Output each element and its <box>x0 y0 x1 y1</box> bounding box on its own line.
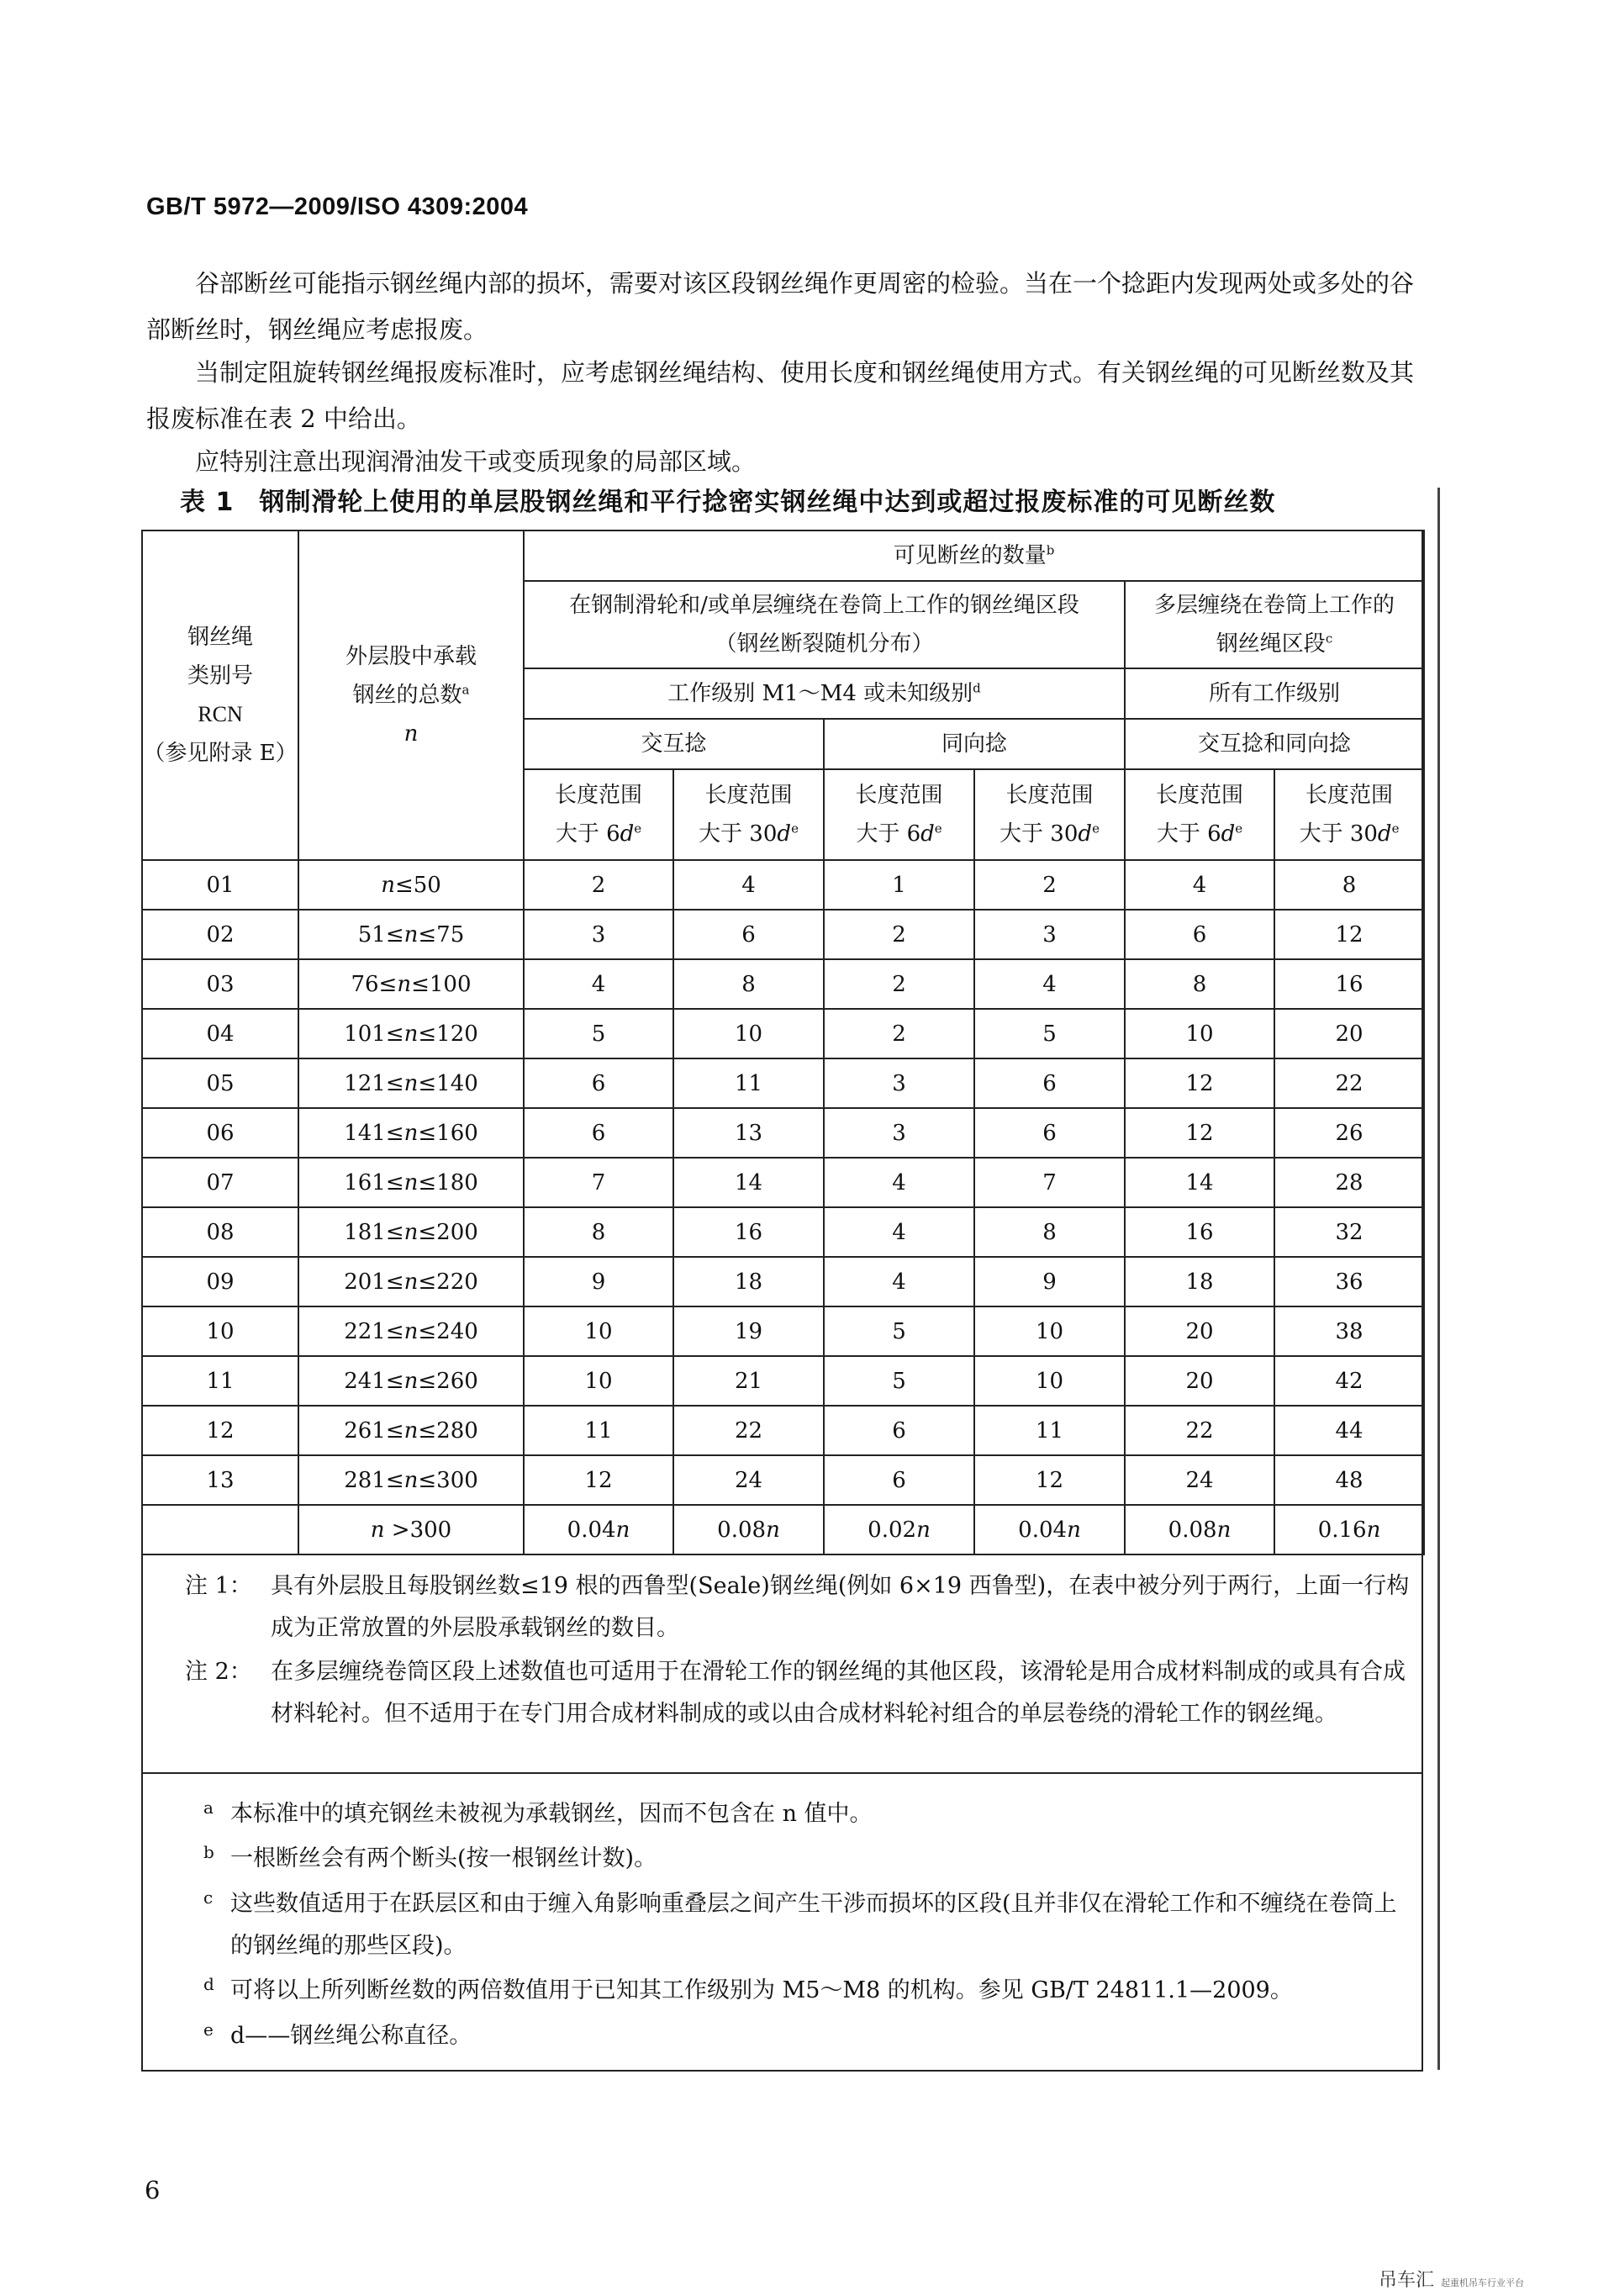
cell-break-count: 4 <box>824 1207 974 1257</box>
cell-break-count: 16 <box>1125 1207 1274 1257</box>
cell-break-count: 4 <box>673 860 824 910</box>
cell-break-count: 8 <box>1274 860 1424 910</box>
cell-rcn: 07 <box>142 1158 298 1207</box>
header-lay-both: 交互捻和同向捻 <box>1125 719 1424 769</box>
cell-wire-range: 221≤n≤240 <box>298 1306 524 1356</box>
paragraph-1: 谷部断丝可能指示钢丝绳内部的损坏，需要对该区段钢丝绳作更周密的检验。当在一个捻距内发现两处或多处的谷部断丝时，钢丝绳应考虑报废。 <box>146 269 1415 344</box>
cell-rcn: 01 <box>142 860 298 910</box>
footnote-e: e d——钢丝绳公称直径。 <box>203 2019 472 2049</box>
cell-rcn: 03 <box>142 959 298 1009</box>
cell-break-count: 4 <box>1125 860 1274 910</box>
cell-break-count: 8 <box>1125 959 1274 1009</box>
watermark-logo <box>1379 2266 1524 2292</box>
cell-break-count: 10 <box>974 1306 1125 1356</box>
cell-rcn: 02 <box>142 910 298 959</box>
table-row <box>142 1455 1424 1505</box>
cell-break-count: 2 <box>524 860 673 910</box>
table-row <box>142 1505 1424 1554</box>
cell-rcn: 12 <box>142 1406 298 1455</box>
cell-rcn: 06 <box>142 1108 298 1158</box>
cell-break-count: 7 <box>524 1158 673 1207</box>
cell-rcn: 05 <box>142 1058 298 1108</box>
table-title <box>180 481 1275 518</box>
cell-break-count: 2 <box>824 1009 974 1058</box>
cell-break-count: 6 <box>524 1108 673 1158</box>
cell-break-count: 4 <box>524 959 673 1009</box>
cell-wire-range: 201≤n≤220 <box>298 1257 524 1306</box>
footnote-a: a 本标准中的填充钢丝未被视为承载钢丝，因而不包含在 n 值中。 <box>203 1797 873 1827</box>
cell-break-count: 3 <box>524 910 673 959</box>
table-row <box>142 1257 1424 1306</box>
cell-break-count: 24 <box>673 1455 824 1505</box>
cell-break-count: 32 <box>1274 1207 1424 1257</box>
cell-break-count: 4 <box>824 1158 974 1207</box>
cell-break-count: 19 <box>673 1306 824 1356</box>
note-text: 在多层缠绕卷筒区段上述数值也可适用于在滑轮工作的钢丝绳的其他区段，该滑轮是用合成材料制成的或具有合成材料轮衬。但不适用于在专门用合成材料制成的或以由合成材料轮衬组合的单层卷绕的滑轮工作的钢丝绳。 <box>271 1659 1406 1727</box>
cell-break-count: 2 <box>824 959 974 1009</box>
cell-break-count: 3 <box>974 910 1125 959</box>
cell-break-count: 0.08n <box>673 1505 824 1554</box>
cell-break-count: 16 <box>673 1207 824 1257</box>
cell-break-count: 10 <box>673 1009 824 1058</box>
cell-break-count: 3 <box>824 1058 974 1108</box>
cell-break-count: 0.04n <box>974 1505 1125 1554</box>
footnote-c: c 这些数值适用于在跃层区和由于缠入角影响重叠层之间产生干涉而损坏的区段(且并非仅在滑轮工作和不缠绕在卷筒上的钢丝绳的那些区段)。 <box>203 1887 1397 1959</box>
cell-break-count: 6 <box>524 1058 673 1108</box>
footnote-d: d 可将以上所列断丝数的两倍数值用于已知其工作级别为 M5～M8 的机构。参见 GB/T 24811.1—2009。 <box>203 1974 1293 2003</box>
cell-break-count: 0.02n <box>824 1505 974 1554</box>
table-row <box>142 1306 1424 1356</box>
cell-wire-range: 261≤n≤280 <box>298 1406 524 1455</box>
cell-break-count: 0.04n <box>524 1505 673 1554</box>
cell-wire-range: 241≤n≤260 <box>298 1356 524 1406</box>
cell-break-count: 4 <box>824 1257 974 1306</box>
cell-break-count: 22 <box>673 1406 824 1455</box>
cell-break-count: 5 <box>824 1306 974 1356</box>
watermark-brand: 吊车汇 <box>1379 2270 1435 2291</box>
header-wire-count: 外层股中承载 钢丝的总数$^a$ n <box>298 530 524 860</box>
cell-break-count: 6 <box>824 1455 974 1505</box>
cell-wire-range: 76≤n≤100 <box>298 959 524 1009</box>
cell-break-count: 2 <box>974 860 1125 910</box>
cell-break-count: 12 <box>524 1455 673 1505</box>
table-number: 表 1 <box>180 488 235 517</box>
broken-wire-table <box>141 530 1425 1555</box>
cell-break-count: 7 <box>974 1158 1125 1207</box>
note-label: 注 1： <box>185 1573 252 1599</box>
notes-divider <box>141 1772 1423 1774</box>
table-row <box>142 1058 1424 1108</box>
cell-break-count: 10 <box>974 1356 1125 1406</box>
cell-break-count: 4 <box>974 959 1125 1009</box>
note-2 <box>185 1651 1412 1735</box>
header-lay-regular: 交互捻 <box>524 719 824 769</box>
table-row <box>142 959 1424 1009</box>
cell-break-count: 0.16n <box>1274 1505 1424 1554</box>
page-number: 6 <box>145 2176 161 2204</box>
cell-break-count: 5 <box>824 1356 974 1406</box>
cell-break-count: 11 <box>673 1058 824 1108</box>
note-text: 具有外层股且每股钢丝数≤19 根的西鲁型(Seale)钢丝绳(例如 6×19 西鲁型)，在表中被分列于两行，上面一行构成为正常放置的外层股承载钢丝的数目。 <box>271 1573 1410 1641</box>
header-class-all: 所有工作级别 <box>1125 668 1424 719</box>
standard-id: GB/T 5972—2009/ISO 4309:2004 <box>146 193 529 220</box>
watermark-tagline: 起重机吊车行业平台 <box>1441 2278 1525 2288</box>
cell-wire-range: 101≤n≤120 <box>298 1009 524 1058</box>
table-row <box>142 1108 1424 1158</box>
footnote-b: b 一根断丝会有两个断头(按一根钢丝计数)。 <box>203 1842 657 1871</box>
cell-break-count: 14 <box>1125 1158 1274 1207</box>
cell-rcn: 10 <box>142 1306 298 1356</box>
header-lay-lang: 同向捻 <box>824 719 1125 769</box>
cell-wire-range: 281≤n≤300 <box>298 1455 524 1505</box>
cell-break-count: 22 <box>1274 1058 1424 1108</box>
header-range-30d: 长度范围 大于 $30d^e$ <box>974 769 1125 860</box>
table-row <box>142 860 1424 910</box>
cell-break-count: 14 <box>673 1158 824 1207</box>
cell-break-count: 38 <box>1274 1306 1424 1356</box>
cell-break-count: 11 <box>524 1406 673 1455</box>
table-caption: 钢制滑轮上使用的单层股钢丝绳和平行捻密实钢丝绳中达到或超过报废标准的可见断丝数 <box>259 488 1276 517</box>
cell-wire-range: 51≤n≤75 <box>298 910 524 959</box>
cell-break-count: 12 <box>1125 1058 1274 1108</box>
cell-break-count: 26 <box>1274 1108 1424 1158</box>
cell-break-count: 36 <box>1274 1257 1424 1306</box>
cell-break-count: 48 <box>1274 1455 1424 1505</box>
cell-wire-range: n >300 <box>298 1505 524 1554</box>
cell-break-count: 6 <box>824 1406 974 1455</box>
cell-break-count: 16 <box>1274 959 1424 1009</box>
cell-break-count: 6 <box>673 910 824 959</box>
note-label: 注 2： <box>185 1659 252 1685</box>
cell-break-count: 20 <box>1125 1356 1274 1406</box>
header-range-6d: 长度范围 大于 $6d^e$ <box>824 769 974 860</box>
table-row <box>142 1158 1424 1207</box>
cell-rcn: 09 <box>142 1257 298 1306</box>
cell-break-count: 13 <box>673 1108 824 1158</box>
table-row <box>142 1009 1424 1058</box>
cell-break-count: 1 <box>824 860 974 910</box>
cell-break-count: 28 <box>1274 1158 1424 1207</box>
note-1 <box>185 1565 1412 1649</box>
cell-break-count: 10 <box>524 1356 673 1406</box>
cell-wire-range: n≤50 <box>298 860 524 910</box>
cell-break-count: 8 <box>673 959 824 1009</box>
header-range-30d: 长度范围 大于 $30d^e$ <box>1274 769 1424 860</box>
cell-break-count: 24 <box>1125 1455 1274 1505</box>
cell-break-count: 10 <box>1125 1009 1274 1058</box>
cell-break-count: 0.08n <box>1125 1505 1274 1554</box>
margin-binding-line <box>1437 488 1440 2070</box>
cell-break-count: 20 <box>1274 1009 1424 1058</box>
cell-break-count: 8 <box>974 1207 1125 1257</box>
table-row <box>142 910 1424 959</box>
table-row <box>142 1356 1424 1406</box>
header-range-6d: 长度范围 大于 $6d^e$ <box>524 769 673 860</box>
header-row-1 <box>142 530 1424 581</box>
cell-wire-range: 181≤n≤200 <box>298 1207 524 1257</box>
cell-break-count: 6 <box>974 1108 1125 1158</box>
table-row <box>142 1207 1424 1257</box>
paragraph-3: 应特别注意出现润滑油发干或变质现象的局部区域。 <box>195 447 757 476</box>
cell-break-count: 42 <box>1274 1356 1424 1406</box>
header-range-30d: 长度范围 大于 $30d^e$ <box>673 769 824 860</box>
cell-break-count: 6 <box>1125 910 1274 959</box>
cell-break-count: 20 <box>1125 1306 1274 1356</box>
cell-break-count: 6 <box>974 1058 1125 1108</box>
cell-break-count: 9 <box>524 1257 673 1306</box>
cell-break-count: 21 <box>673 1356 824 1406</box>
cell-break-count: 12 <box>1125 1108 1274 1158</box>
cell-rcn: 04 <box>142 1009 298 1058</box>
header-group-multilayer: 多层缠绕在卷筒上工作的 钢丝绳区段$^c$ <box>1125 581 1424 668</box>
paragraph-2: 当制定阻旋转钢丝绳报废标准时，应考虑钢丝绳结构、使用长度和钢丝绳使用方式。有关钢丝绳的可见断丝数及其报废标准在表 2 中给出。 <box>146 358 1415 433</box>
header-rcn: 钢丝绳 类别号 RCN （参见附录 E） <box>142 530 298 860</box>
table-row <box>142 1406 1424 1455</box>
cell-break-count: 3 <box>824 1108 974 1158</box>
cell-break-count: 44 <box>1274 1406 1424 1455</box>
cell-wire-range: 141≤n≤160 <box>298 1108 524 1158</box>
header-visible-breaks: 可见断丝的数量$^b$ <box>524 530 1424 581</box>
cell-break-count: 9 <box>974 1257 1125 1306</box>
cell-break-count: 12 <box>974 1455 1125 1505</box>
cell-wire-range: 161≤n≤180 <box>298 1158 524 1207</box>
header-range-6d: 长度范围 大于 $6d^e$ <box>1125 769 1274 860</box>
cell-break-count: 5 <box>524 1009 673 1058</box>
cell-rcn: 11 <box>142 1356 298 1406</box>
cell-break-count: 22 <box>1125 1406 1274 1455</box>
cell-break-count: 8 <box>524 1207 673 1257</box>
cell-break-count: 12 <box>1274 910 1424 959</box>
cell-rcn: 13 <box>142 1455 298 1505</box>
cell-rcn: 08 <box>142 1207 298 1257</box>
cell-break-count: 18 <box>1125 1257 1274 1306</box>
cell-break-count: 2 <box>824 910 974 959</box>
cell-break-count: 5 <box>974 1009 1125 1058</box>
header-group-sheave: 在钢制滑轮和/或单层缠绕在卷筒上工作的钢丝绳区段 （钢丝断裂随机分布） <box>524 581 1125 668</box>
cell-wire-range: 121≤n≤140 <box>298 1058 524 1108</box>
cell-break-count: 18 <box>673 1257 824 1306</box>
cell-rcn <box>142 1505 298 1554</box>
header-class-m1m4: 工作级别 M1～M4 或未知级别$^d$ <box>524 668 1125 719</box>
cell-break-count: 10 <box>524 1306 673 1356</box>
cell-break-count: 11 <box>974 1406 1125 1455</box>
